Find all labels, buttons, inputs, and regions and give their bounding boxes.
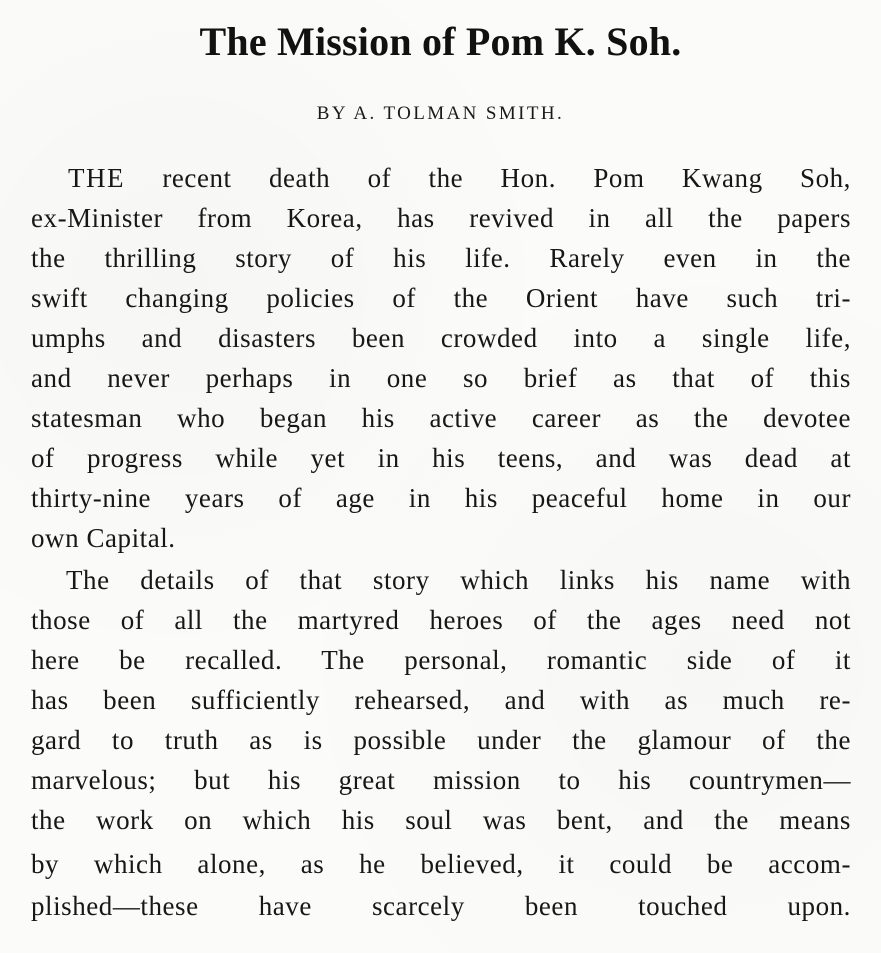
- paragraph-1-line-3: the thrilling story of his life. Rarely even in the: [31, 243, 851, 273]
- paragraph-1-line-7: statesman who began his active career as the devotee: [31, 403, 851, 433]
- paragraph-1-line-2: ex-Minister from Korea, has revived in all the papers: [31, 203, 851, 233]
- paragraph-2-line-7: the work on which his soul was bent, and the means: [31, 805, 851, 835]
- paragraph-1-line-1: [68, 160, 851, 196]
- paragraph-2-line-9: plished—these have scarcely been touched upon.: [31, 891, 851, 921]
- drop-lead-word: THE: [68, 163, 125, 193]
- paragraph-2-line-1: The details of that story which links his name with: [66, 565, 851, 595]
- paragraph-2-line-6: marvelous; but his great mission to his countrymen—: [31, 765, 851, 795]
- paragraph-1-line-9: thirty-nine years of age in his peaceful home in our: [31, 483, 851, 513]
- paragraph-2-line-2: those of all the martyred heroes of the ages need not: [31, 605, 851, 635]
- paragraph-2-line-4: has been sufficiently rehearsed, and with as much re-: [31, 685, 851, 715]
- paragraph-1-line-8: of progress while yet in his teens, and was dead at: [31, 443, 851, 473]
- paragraph-1-line-10: own Capital.: [31, 523, 176, 553]
- paragraph-1-line-1-text: recent death of the Hon. Pom Kwang Soh,: [162, 163, 851, 193]
- article-title: The Mission of Pom K. Soh.: [199, 19, 682, 64]
- paragraph-2-line-5: gard to truth as is possible under the glamour of the: [31, 725, 851, 755]
- paragraph-1-line-4: swift changing policies of the Orient have such tri-: [31, 283, 851, 313]
- article-byline: BY A. TOLMAN SMITH.: [316, 103, 565, 124]
- paragraph-2-line-3: here be recalled. The personal, romantic side of it: [31, 645, 851, 675]
- paragraph-2-line-8: by which alone, as he believed, it could be accom-: [31, 849, 851, 879]
- paragraph-1-line-6: and never perhaps in one so brief as that of this: [31, 363, 851, 393]
- paragraph-1-line-5: umphs and disasters been crowded into a single life,: [31, 323, 851, 353]
